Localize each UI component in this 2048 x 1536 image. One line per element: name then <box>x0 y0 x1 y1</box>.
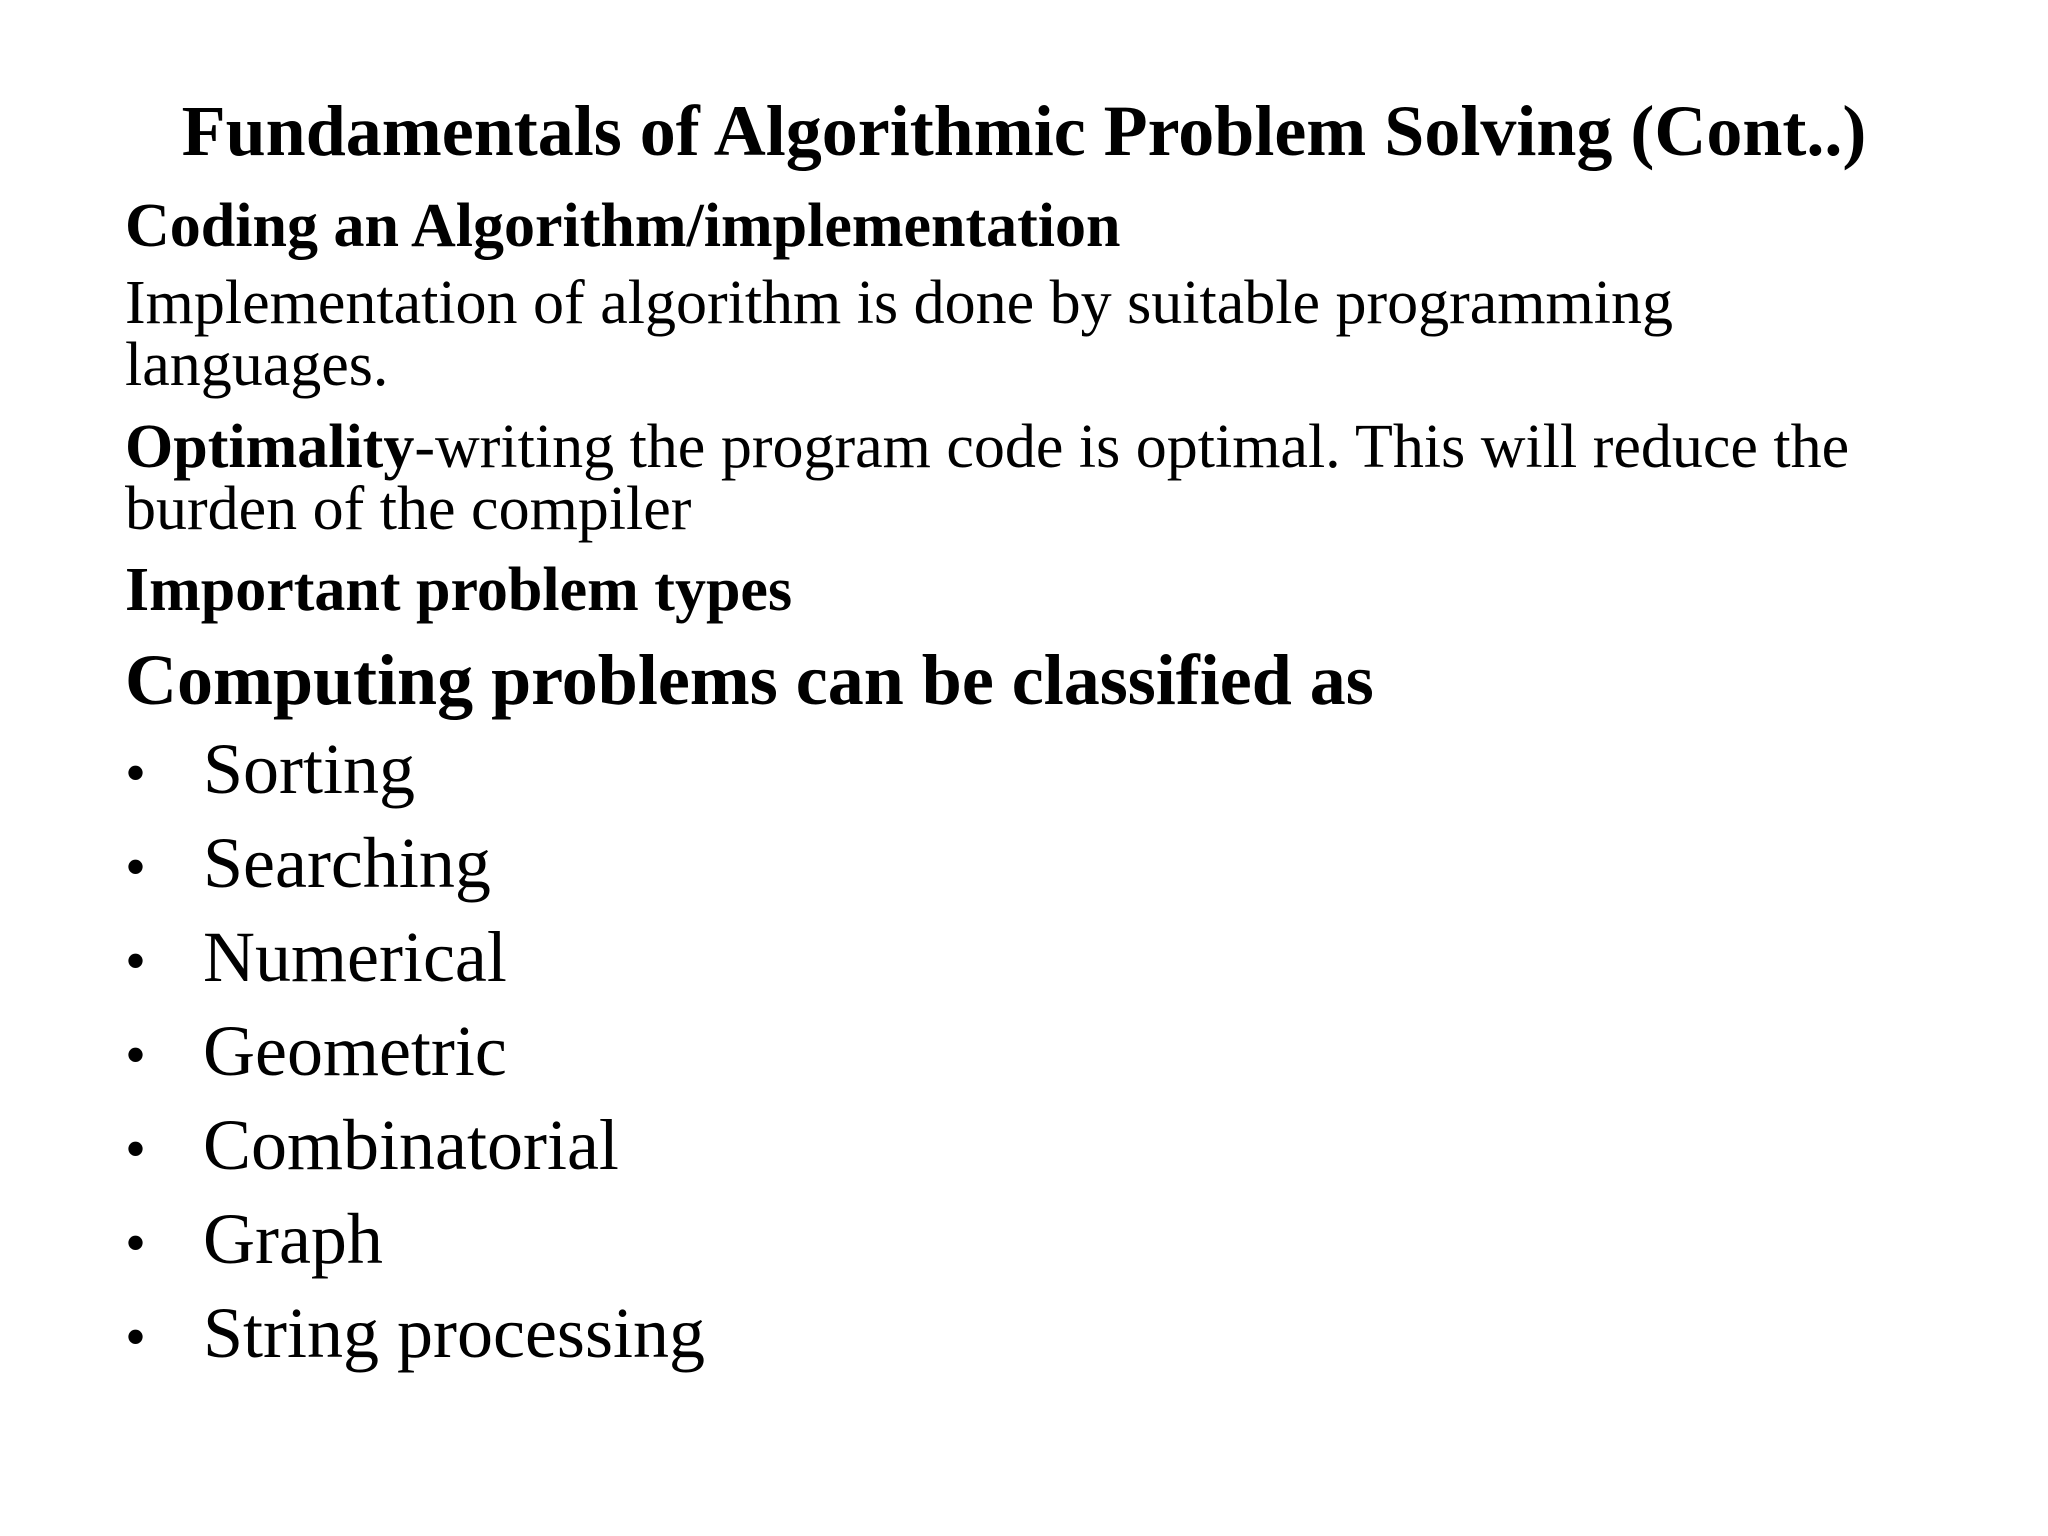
coding-heading: Coding an Algorithm/implementation <box>125 192 1121 260</box>
list-item <box>125 818 1925 912</box>
bullet-icon: • <box>125 928 147 994</box>
list-item-label: Combinatorial <box>203 1105 619 1185</box>
implementation-paragraph: Implementation of algorithm is done by suitable programming languages. <box>125 269 1673 399</box>
list-item-label: Numerical <box>203 917 507 997</box>
list-item <box>125 724 1925 818</box>
problem-types-heading: Important problem types <box>125 556 793 624</box>
list-item-label: Graph <box>203 1199 383 1279</box>
list-item-label: Sorting <box>203 729 416 809</box>
classified-heading: Computing problems can be classified as <box>125 640 1374 720</box>
optimality-term: Optimality <box>125 413 415 481</box>
list-item-label: Geometric <box>203 1011 507 1091</box>
bullet-icon: • <box>125 834 147 900</box>
list-item <box>125 1194 1925 1288</box>
list-item <box>125 1100 1925 1194</box>
list-item <box>125 1006 1925 1100</box>
problem-types-list <box>125 724 1925 1382</box>
list-item-label: Searching <box>203 823 491 903</box>
list-item <box>125 912 1925 1006</box>
list-item-label: String processing <box>203 1293 705 1373</box>
bullet-icon: • <box>125 1116 147 1182</box>
bullet-icon: • <box>125 1304 147 1370</box>
slide-title: Fundamentals of Algorithmic Problem Solving (Cont..) <box>181 91 1867 171</box>
optimality-description: -writing the program code is optimal. This will reduce the burden of the compiler <box>125 413 1850 543</box>
slide-content <box>125 192 1925 1382</box>
list-item <box>125 1288 1925 1382</box>
bullet-icon: • <box>125 1022 147 1088</box>
bullet-icon: • <box>125 740 147 806</box>
optimality-paragraph <box>125 413 1925 543</box>
bullet-icon: • <box>125 1210 147 1276</box>
